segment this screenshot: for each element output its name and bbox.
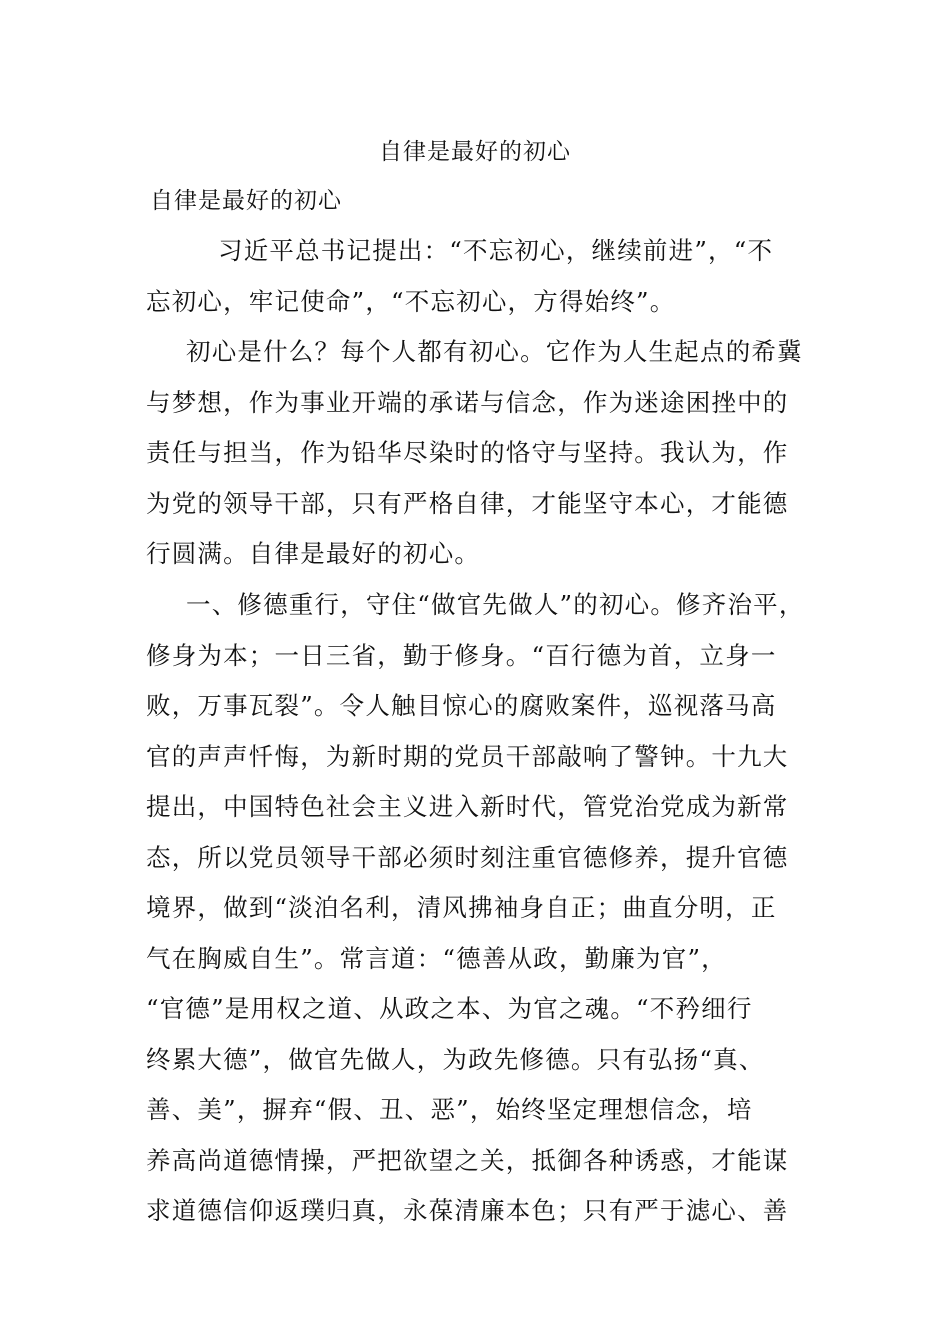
paragraph-line: 责任与担当，作为铅华尽染时的恪守与坚持。我认为，作	[146, 438, 789, 467]
paragraph-line: 一、修德重行，守住“做官先做人”的初心。修齐治平，	[186, 590, 805, 619]
paragraph-line: 求道德信仰返璞归真，永葆清廉本色；只有严于滤心、善	[146, 1196, 789, 1225]
paragraph-line: 境界，做到“淡泊名利，清风拂袖身自正；曲直分明，正	[146, 893, 777, 922]
document-title: 自律是最好的初心	[379, 139, 571, 165]
paragraph-line: 忘初心，牢记使命”，“不忘初心，方得始终”。	[146, 286, 676, 316]
paragraph-line: 修身为本；一日三省，勤于修身。“百行德为首，立身一	[146, 640, 777, 670]
paragraph-line: 为党的领导干部，只有严格自律，才能坚守本心，才能德	[146, 488, 789, 518]
paragraph-line: 终累大德”，做官先做人，为政先修德。只有弘扬“真、	[146, 1044, 765, 1074]
paragraph-line: 善、美”，摒弃“假、丑、恶”，始终坚定理想信念，培	[146, 1095, 753, 1124]
paragraph-line: 气在胸威自生”。常言道：“德善从政，勤廉为官”，	[146, 943, 727, 973]
paragraph-line: 败，万事瓦裂”。令人触目惊心的腐败案件，巡视落马高	[146, 691, 777, 720]
paragraph-line: “官德”是用权之道、从政之本、为官之魂。“不矜细行	[146, 994, 753, 1023]
paragraph-line: 态，所以党员领导干部必须时刻注重官德修养，提升官德	[146, 842, 789, 872]
paragraph-line: 官的声声忏悔，为新时期的党员干部敲响了警钟。十九大	[146, 741, 789, 771]
paragraph-1	[146, 226, 810, 327]
document-subtitle: 自律是最好的初心	[150, 188, 342, 214]
paragraph-line: 提出，中国特色社会主义进入新时代，管党治党成为新常	[146, 792, 789, 821]
paragraph-line: 初心是什么？每个人都有初心。它作为人生起点的希冀	[186, 337, 803, 366]
paragraph-line: 与梦想，作为事业开端的承诺与信念，作为迷途困挫中的	[146, 387, 789, 417]
paragraph-line: 习近平总书记提出：“不忘初心，继续前进”，“不	[218, 236, 774, 265]
paragraph-line: 养高尚道德情操，严把欲望之关，抵御各种诱惑，才能谋	[146, 1145, 789, 1175]
paragraph-2	[146, 327, 810, 580]
paragraph-line: 行圆满。自律是最好的初心。	[146, 539, 481, 568]
paragraph-3	[146, 580, 810, 1237]
